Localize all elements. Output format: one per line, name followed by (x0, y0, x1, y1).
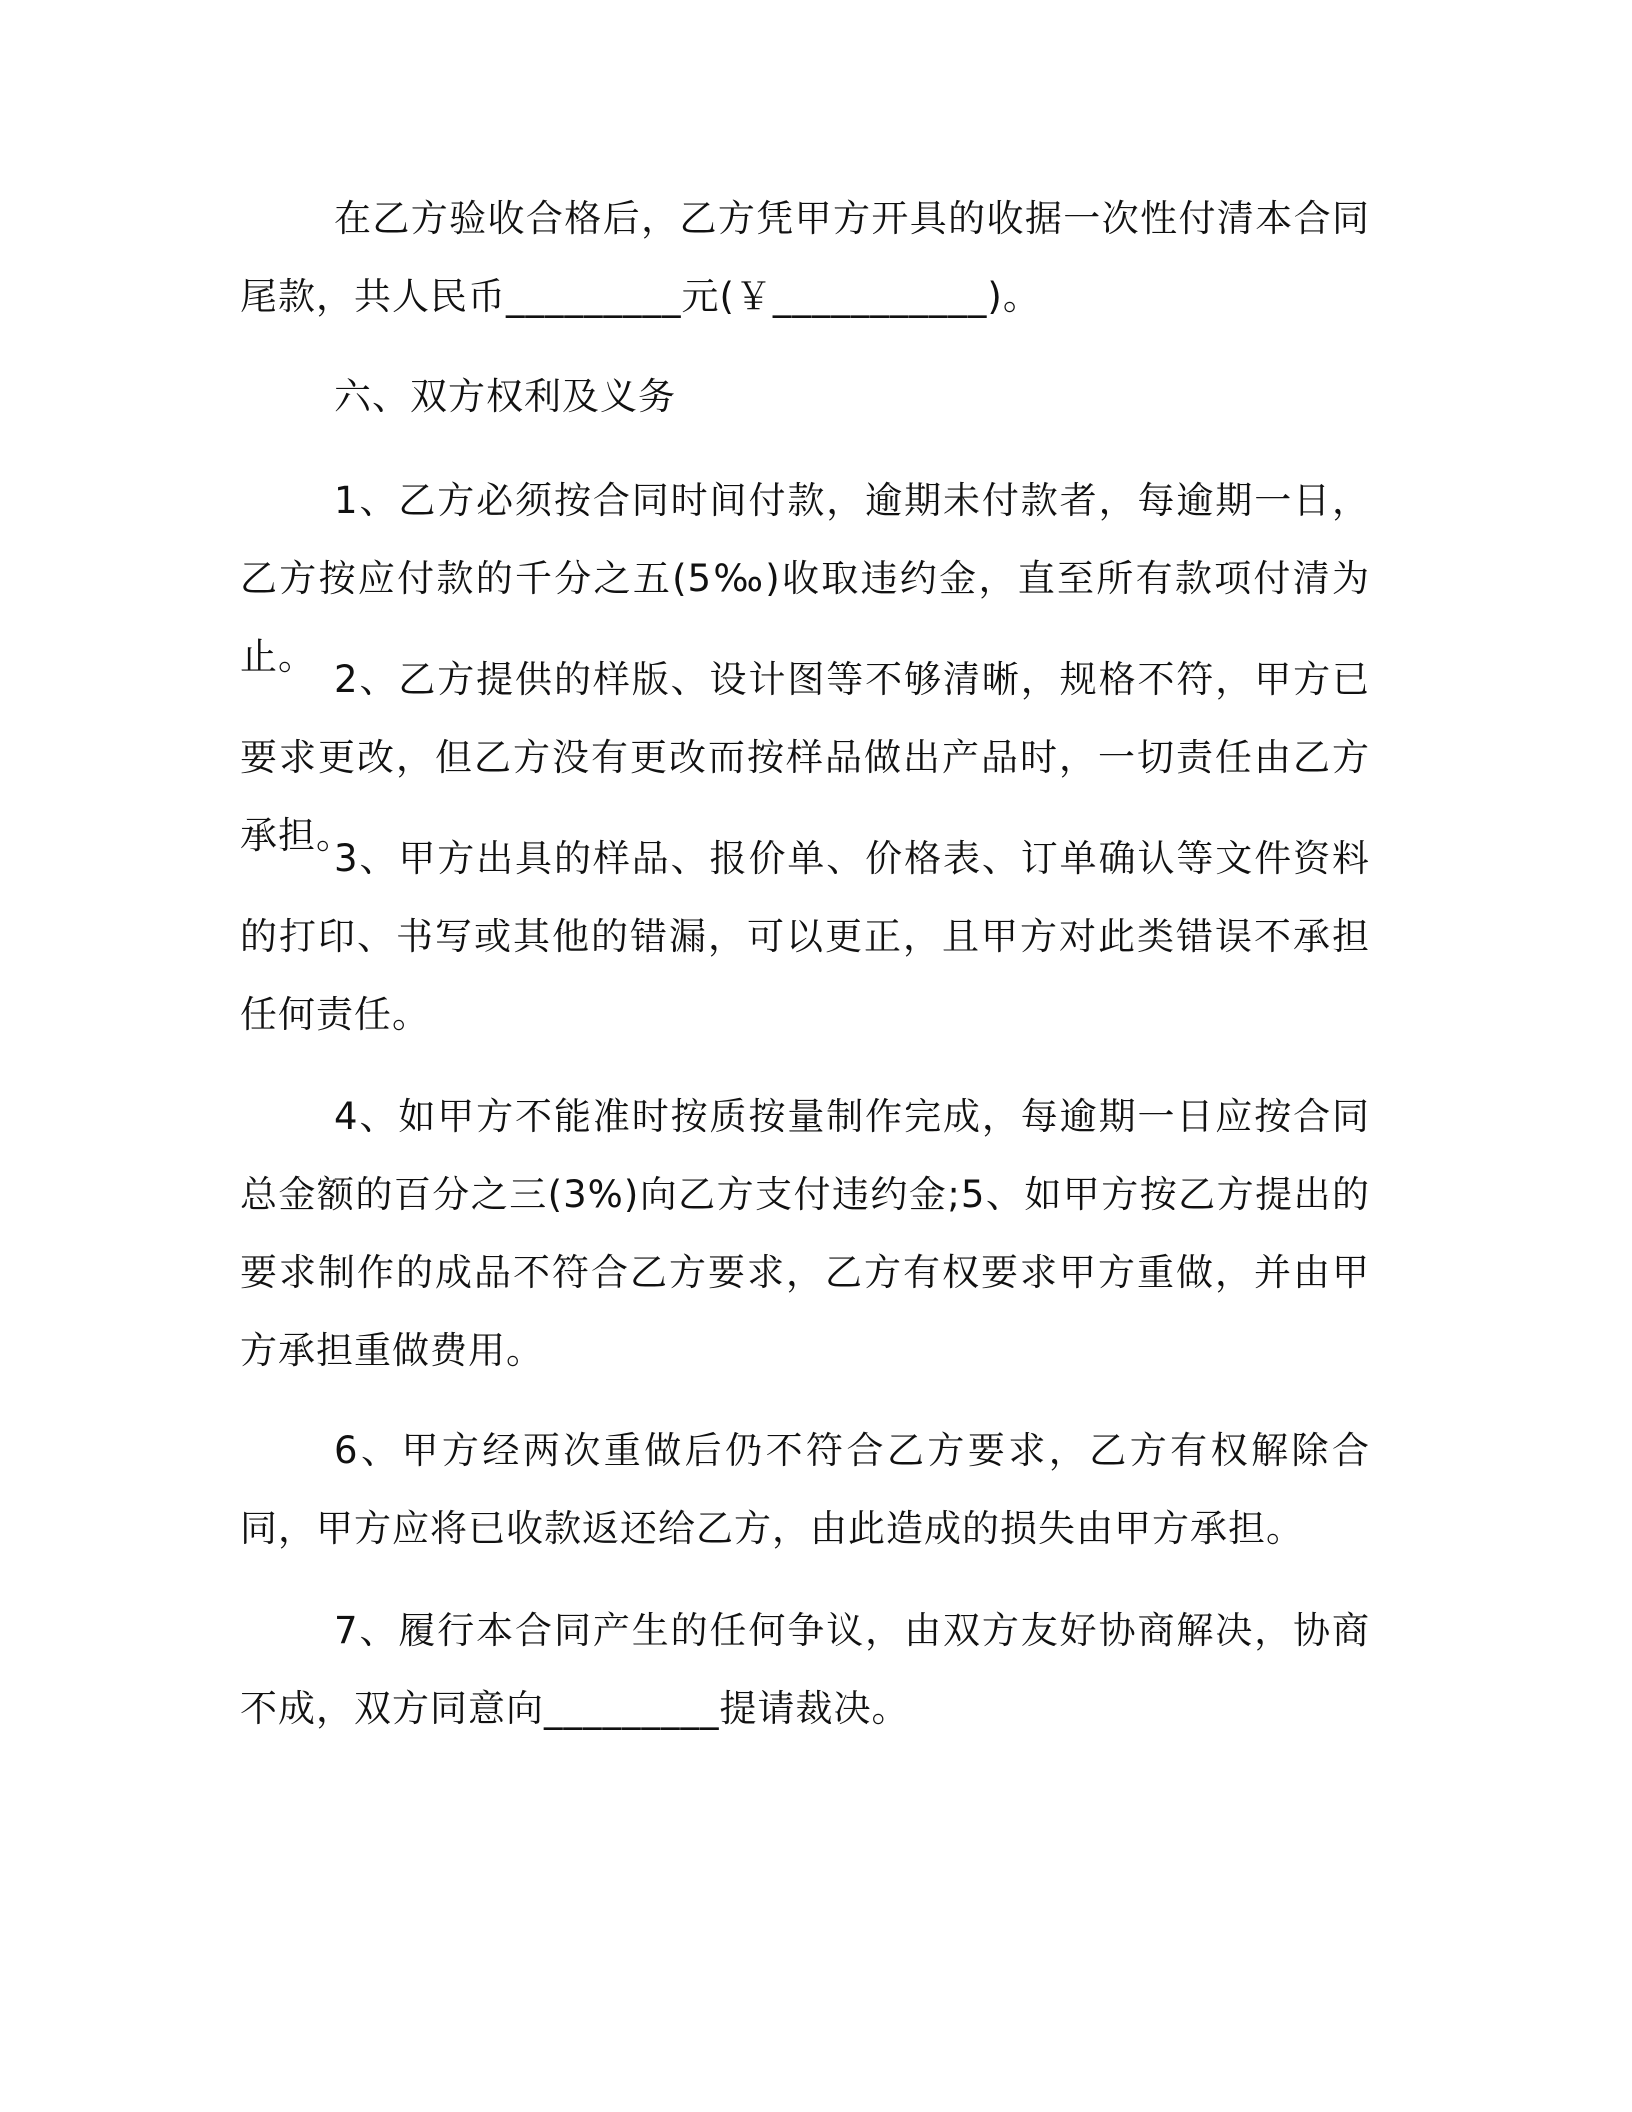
clause-4-5: 4、如甲方不能准时按质按量制作完成，每逾期一日应按合同总金额的百分之三(3%)向乙方支付违约金;5、如甲方按乙方提出的要求制作的成品不符合乙方要求，乙方有权要求甲方重做，并由甲方承担重做费用。 (240, 1095, 1370, 1372)
clause-2: 2、乙方提供的样版、设计图等不够清晰，规格不符，甲方已要求更改，但乙方没有更改而按样品做出产品时，一切责任由乙方承担。 (240, 658, 1370, 857)
clause-3: 3、甲方出具的样品、报价单、价格表、订单确认等文件资料的打印、书写或其他的错漏，可以更正，且甲方对此类错误不承担任何责任。 (240, 837, 1370, 1036)
clause-7: 7、履行本合同产生的任何争议，由双方友好协商解决，协商不成，双方同意向_________提请裁决。 (240, 1609, 1370, 1730)
section-heading-rights-obligations: 六、双方权利及义务 (334, 375, 676, 418)
clause-6: 6、甲方经两次重做后仍不符合乙方要求，乙方有权解除合同，甲方应将已收款返还给乙方，由此造成的损失由甲方承担。 (240, 1429, 1370, 1550)
clause-1: 1、乙方必须按合同时间付款，逾期未付款者，每逾期一日，乙方按应付款的千分之五(5‰)收取违约金，直至所有款项付清为止。 (240, 479, 1370, 678)
paragraph-final-payment: 在乙方验收合格后，乙方凭甲方开具的收据一次性付清本合同尾款，共人民币_________元(￥___________)。 (240, 197, 1370, 318)
